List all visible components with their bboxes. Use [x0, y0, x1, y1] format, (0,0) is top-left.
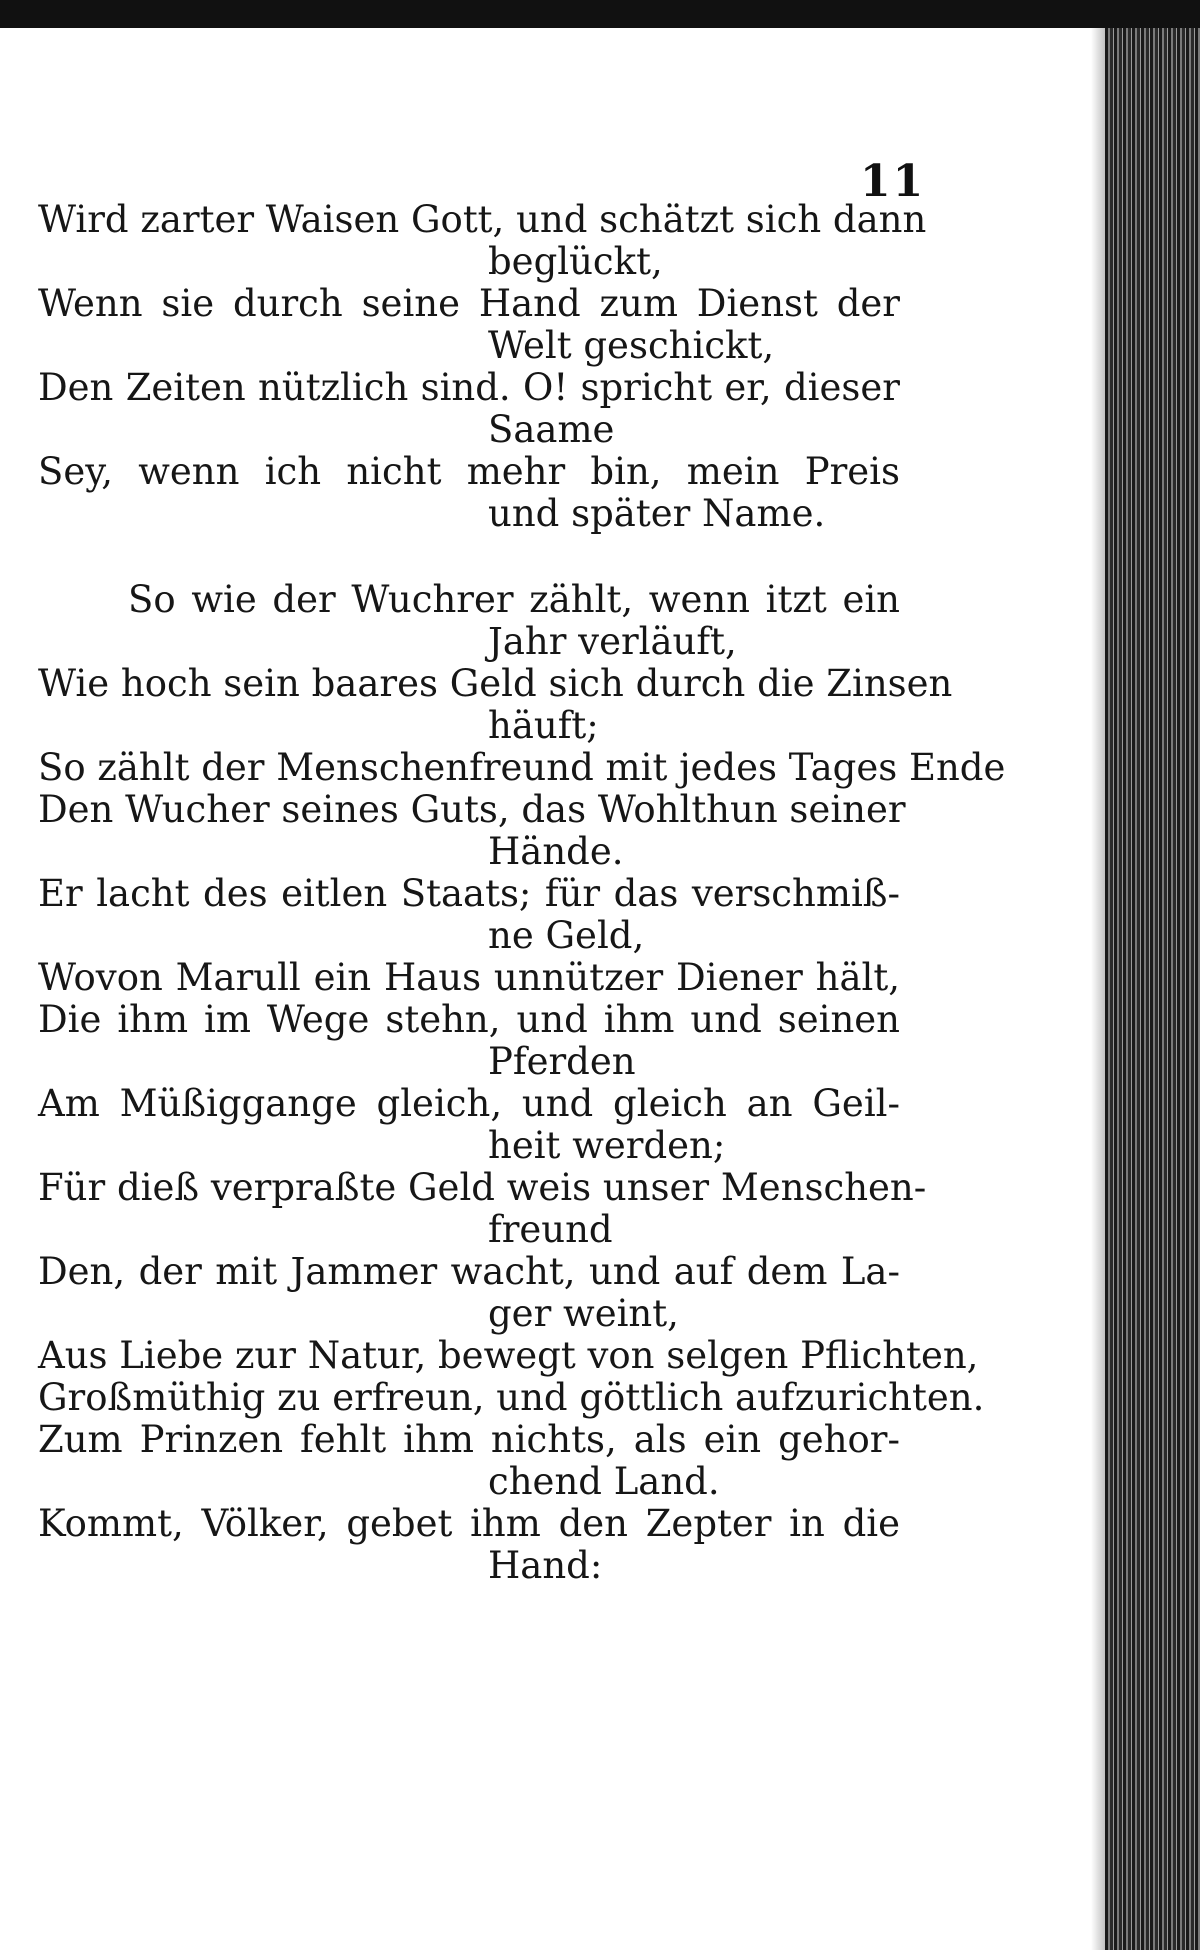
verse-line: Die ihm im Wege stehn, und ihm und seinen — [38, 998, 900, 1041]
scan-top-border — [0, 0, 1200, 28]
verse-line: Wird zarter Waisen Gott, und schätzt sich dann — [38, 198, 927, 241]
verse-line-continuation: und später Name. — [488, 492, 826, 535]
verse-line: Den Wucher seines Guts, das Wohlthun seiner — [38, 788, 906, 831]
verse-line: Er lacht des eitlen Staats; für das verschmiß- — [38, 872, 900, 915]
verse-line-continuation: ger weint, — [488, 1292, 679, 1335]
book-page-edges — [1105, 28, 1200, 1950]
verse-line-continuation: Pferden — [488, 1040, 636, 1083]
page-number: 11 — [860, 156, 926, 207]
verse-line: So wie der Wuchrer zählt, wenn itzt ein — [128, 578, 900, 621]
verse-line: Den Zeiten nützlich sind. O! spricht er, dieser — [38, 366, 900, 409]
verse-line: So zählt der Menschenfreund mit jedes Tages Ende — [38, 746, 1006, 789]
verse-line: Großmüthig zu erfreun, und göttlich aufzurichten. — [38, 1376, 985, 1419]
verse-line: Wie hoch sein baares Geld sich durch die Zinsen — [38, 662, 953, 705]
verse-line: Für dieß verpraßte Geld weis unser Menschen- — [38, 1166, 927, 1209]
book-page — [0, 28, 1091, 1950]
verse-line: Am Müßiggange gleich, und gleich an Geil- — [38, 1082, 900, 1125]
page-gutter-shadow — [1091, 28, 1105, 1950]
verse-line-continuation: chend Land. — [488, 1460, 720, 1503]
verse-line: Zum Prinzen fehlt ihm nichts, als ein gehor- — [38, 1418, 900, 1461]
verse-line-continuation: Saame — [488, 408, 615, 451]
verse-line: Wovon Marull ein Haus unnützer Diener hält, — [38, 956, 900, 999]
verse-line-continuation: heit werden; — [488, 1124, 726, 1167]
verse-line: Wenn sie durch seine Hand zum Dienst der — [38, 282, 900, 325]
verse-line: Den, der mit Jammer wacht, und auf dem La- — [38, 1250, 900, 1293]
verse-line-continuation: Hände. — [488, 830, 624, 873]
verse-line-continuation: häuft; — [488, 704, 599, 747]
verse-line-continuation: freund — [488, 1208, 613, 1251]
verse-line: Aus Liebe zur Natur, bewegt von selgen Pflichten, — [38, 1334, 979, 1377]
verse-line-continuation: beglückt, — [488, 240, 663, 283]
verse-line-continuation: Welt geschickt, — [488, 324, 775, 367]
verse-line-continuation: ne Geld, — [488, 914, 645, 957]
verse-line-continuation: Jahr verläuft, — [488, 620, 737, 663]
verse-line: Kommt, Völker, gebet ihm den Zepter in die — [38, 1502, 900, 1545]
verse-line-continuation: Hand: — [488, 1544, 603, 1587]
verse-line: Sey, wenn ich nicht mehr bin, mein Preis — [38, 450, 900, 493]
